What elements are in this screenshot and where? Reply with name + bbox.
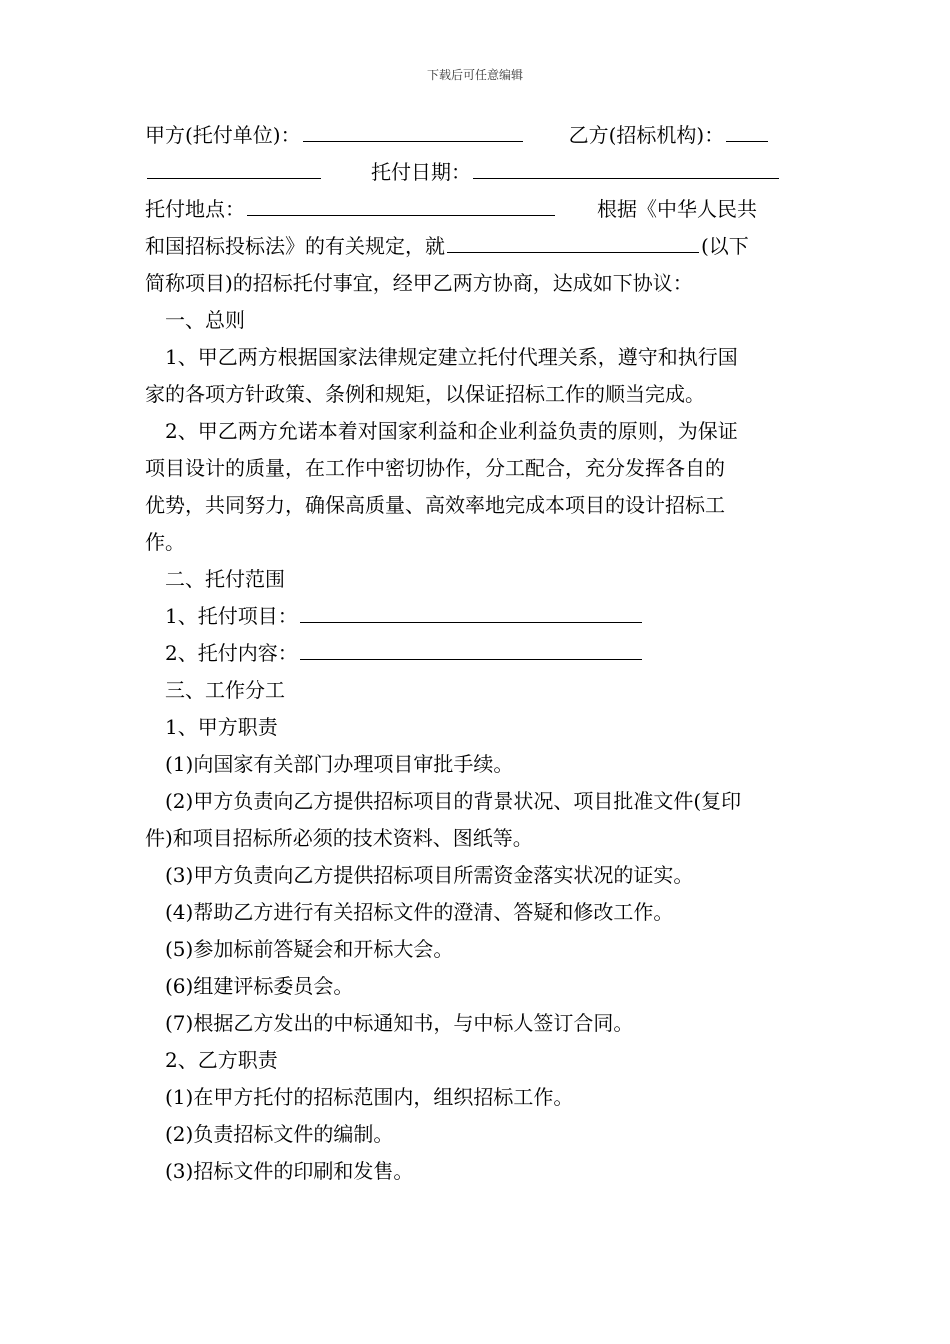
place-line	[145, 191, 810, 228]
a-duty-2-line1: (2)甲方负责向乙方提供招标项目的背景状况、项目批准文件(复印	[165, 789, 742, 813]
parties-line	[145, 117, 810, 154]
sec1-p1-line2: 家的各项方针政策、条例和规矩，以保证招标工作的顺当完成。	[145, 382, 705, 406]
sec1-p1-line1: 1、甲乙两方根据国家法律规定建立托付代理关系，遵守和执行国	[165, 345, 738, 369]
contract-body	[145, 117, 810, 1190]
section-3-title: 三、工作分工	[165, 678, 285, 702]
b-duty-2: (2)负责招标文件的编制。	[165, 1122, 394, 1146]
party-b-duties-title: 2、乙方职责	[165, 1048, 278, 1072]
party-a-blank	[303, 119, 523, 142]
b-duty-1: (1)在甲方托付的招标范围内，组织招标工作。	[165, 1085, 574, 1109]
a-duty-4: (4)帮助乙方进行有关招标文件的澄清、答疑和修改工作。	[165, 900, 674, 924]
a-duty-2-line2: 件)和项目招标所必须的技术资料、图纸等。	[145, 826, 533, 850]
party-b-blank-cont	[147, 156, 321, 179]
project-name-blank	[447, 230, 699, 253]
a-duty-1: (1)向国家有关部门办理项目审批手续。	[165, 752, 514, 776]
sec1-p2-line2: 项目设计的质量，在工作中密切协作，分工配合，充分发挥各自的	[145, 456, 725, 480]
intro-part1: 根据《中华人民共	[597, 197, 757, 221]
b-duty-3: (3)招标文件的印刷和发售。	[165, 1159, 414, 1183]
intro-line-3: 简称项目)的招标托付事宜，经甲乙两方协商，达成如下协议：	[145, 271, 693, 295]
entrusted-content-blank	[300, 637, 642, 660]
sec2-item2-label: 2、托付内容：	[165, 641, 298, 665]
date-blank	[473, 156, 779, 179]
date-line	[145, 154, 810, 191]
page-header-note: 下载后可任意编辑	[426, 68, 523, 82]
party-b-blank	[726, 119, 768, 142]
party-b-label: 乙方(招标机构)：	[568, 123, 725, 147]
sec1-p2-line3: 优势，共同努力，确保高质量、高效率地完成本项目的设计招标工	[145, 493, 725, 517]
intro-part2b: (以下	[701, 234, 749, 258]
section-2-title: 二、托付范围	[165, 567, 285, 591]
a-duty-6: (6)组建评标委员会。	[165, 974, 354, 998]
section-1-title: 一、总则	[165, 308, 245, 332]
sec2-item2-line	[145, 635, 810, 672]
a-duty-3: (3)甲方负责向乙方提供招标项目所需资金落实状况的证实。	[165, 863, 694, 887]
intro-part2a: 和国招标投标法》的有关规定，就	[145, 234, 445, 258]
party-a-duties-title: 1、甲方职责	[165, 715, 278, 739]
party-a-label: 甲方(托付单位)：	[145, 123, 301, 147]
a-duty-7: (7)根据乙方发出的中标通知书，与中标人签订合同。	[165, 1011, 634, 1035]
sec1-p2-line4: 作。	[145, 530, 185, 554]
date-label: 托付日期：	[371, 160, 471, 184]
place-label: 托付地点：	[145, 197, 245, 221]
entrusted-project-blank	[300, 600, 642, 623]
place-blank	[247, 193, 555, 216]
sec2-item1-label: 1、托付项目：	[165, 604, 298, 628]
sec1-p2-line1: 2、甲乙两方允诺本着对国家利益和企业利益负责的原则，为保证	[165, 419, 738, 443]
sec2-item1-line	[145, 598, 810, 635]
a-duty-5: (5)参加标前答疑会和开标大会。	[165, 937, 454, 961]
intro-line-2	[145, 228, 810, 265]
